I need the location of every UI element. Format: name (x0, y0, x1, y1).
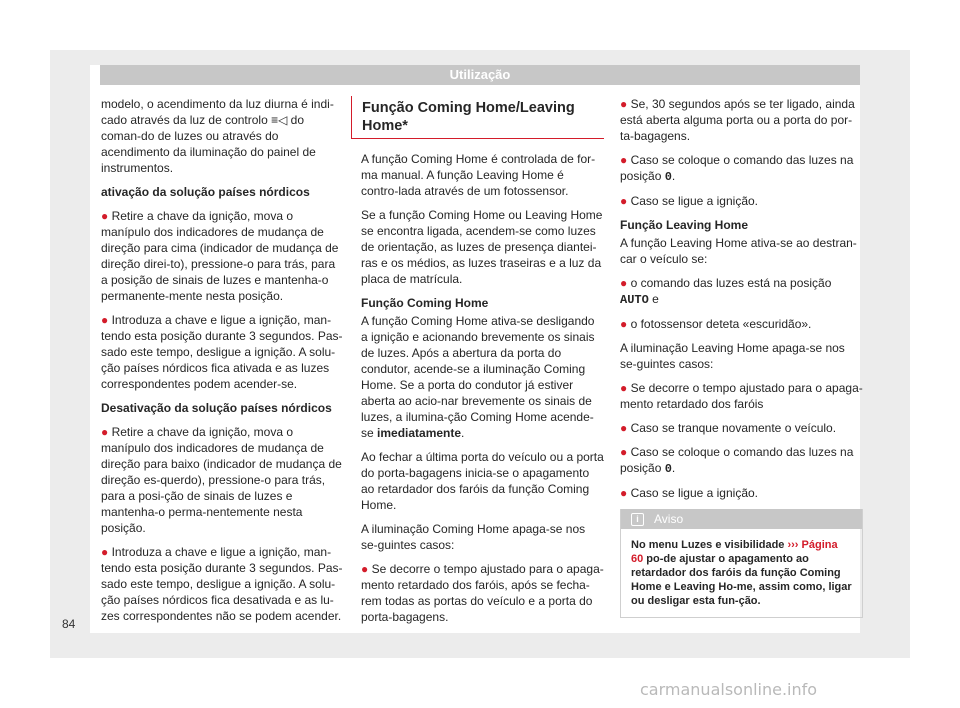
bullet-icon: ● (620, 276, 628, 290)
bullet-icon: ● (101, 545, 109, 559)
bullet-icon: ● (361, 562, 369, 576)
info-icon: i (631, 513, 644, 526)
list-item: ● Introduza a chave e ligue a ignição, man-tendo esta posição durante 3 segundos. Pas-sado este tempo, desligue a ignição. A solu-ção países nórdicos fica ativada e as luzes correspondentes podem acender-se. (101, 313, 343, 391)
auto-symbol: AUTO (620, 293, 649, 307)
note-label: Aviso (654, 512, 684, 526)
note-box (620, 509, 863, 618)
list-item: ● Retire a chave da ignição, mova o manípulo dos indicadores de mudança de direção para baixo (indicador de mudança de direção es-querdo), pressione-o para trás, para a posi-ção de sinais de luzes e mantenha-o perma-nentemente nesta posição. (101, 425, 342, 535)
bullet-icon: ● (620, 153, 628, 167)
list-item: ● Retire a chave da ignição, mova o manípulo dos indicadores de mudança de direção para cima (indicador de mudança de direção direi-to), pressione-o para trás, para a posição de sinais de luzes e mantenha-o permanente-mente nesta posição. (101, 209, 339, 303)
section-header: Utilização (100, 65, 860, 85)
list-item: ● Caso se coloque o comando das luzes na posição 0. (620, 445, 854, 476)
paragraph: A função Coming Home é controlada de for-ma manual. A função Leaving Home é contro-lada através de um fotossensor. (361, 152, 596, 198)
list-item: ● Se decorre o tempo ajustado para o apaga-mento retardado dos faróis (620, 381, 863, 411)
watermark: carmanualsonline.info (640, 680, 818, 699)
paragraph: A iluminação Coming Home apaga-se nos se-guintes casos: (361, 522, 586, 552)
note-text: No menu Luzes e visibilidade ››› Página 60 po-de ajustar o apagamento ao retardador dos faróis da função Coming Home e Leaving Ho-me, assim como, ligar ou desligar esta fun-ção. (631, 539, 852, 607)
list-item: ● Caso se tranque novamente o veículo. (620, 421, 837, 435)
note-header (621, 509, 862, 529)
page-link[interactable]: ››› Página 60 (631, 539, 838, 565)
list-item: ● o comando das luzes está na posição AUTO e (620, 276, 832, 307)
paragraph: A função Coming Home ativa-se desligando a ignição e acionando brevemente os sinais de luzes. Após a abertura da porta do condutor, acende-se a iluminação Coming Home. Se a porta do condutor já estiver aberta ao acio-nar brevemente os sinais de luzes, a ilumina-ção Coming Home acende-se imediatamente. (361, 314, 595, 440)
bullet-icon: ● (101, 425, 109, 439)
subheading: Desativação da solução países nórdicos (101, 401, 332, 415)
bullet-icon: ● (620, 445, 628, 459)
column-3 (620, 96, 863, 618)
subheading: ativação da solução países nórdicos (101, 185, 310, 199)
column-1 (101, 96, 344, 632)
list-item: ● Se decorre o tempo ajustado para o apaga-mento retardado dos faróis, após se fecha-rem todas as portas do veículo e a porta do porta-bagagens. (361, 562, 604, 624)
light-switch-symbol: 0 (664, 170, 672, 184)
list-item: ● Caso se coloque o comando das luzes na posição 0. (620, 153, 854, 184)
bullet-icon: ● (620, 486, 628, 500)
paragraph: A função Leaving Home ativa-se ao destran-car o veículo se: (620, 236, 857, 266)
list-item: ● Se, 30 segundos após se ter ligado, ainda está aberta alguma porta ou a porta do por-ta-bagagens. (620, 97, 855, 143)
bullet-icon: ● (620, 194, 628, 208)
light-switch-symbol: 0 (664, 462, 672, 476)
column-2 (361, 96, 604, 633)
bullet-icon: ● (101, 313, 109, 327)
subheading: Função Leaving Home (620, 218, 749, 232)
bullet-icon: ● (620, 381, 628, 395)
paragraph: Se a função Coming Home ou Leaving Home se encontra ligada, acendem-se como luzes de orientação, as luzes de presença diantei-ras e os médios, as luzes traseiras e a luz da placa de matrícula. (361, 208, 603, 286)
subheading: Função Coming Home (361, 296, 489, 310)
list-item: ● o fotossensor deteta «escuridão». (620, 317, 812, 331)
paragraph: modelo, o acendimento da luz diurna é indi-cado através da luz de controlo ≡◁ do coman-do de luzes ou através do acendimento da iluminação do painel de instrumentos. (101, 97, 334, 175)
bullet-icon: ● (620, 317, 628, 331)
page-number: 84 (62, 617, 76, 631)
section-title: Função Coming Home/Leaving Home* (351, 96, 604, 139)
list-item: ● Introduza a chave e ligue a ignição, man-tendo esta posição durante 3 segundos. Pas-sado este tempo, desligue a ignição. A solu-ção países nórdicos fica desativada e as lu-zes correspondentes não se podem acender. (101, 545, 343, 623)
bullet-icon: ● (620, 97, 628, 111)
paragraph: A iluminação Leaving Home apaga-se nos se-guintes casos: (620, 341, 845, 371)
list-item: ● Caso se ligue a ignição. (620, 486, 759, 500)
paragraph: Ao fechar a última porta do veículo ou a porta do porta-bagagens inicia-se o apagamento ao retardador dos faróis da função Coming Home. (361, 450, 604, 512)
list-item: ● Caso se ligue a ignição. (620, 194, 759, 208)
bullet-icon: ● (620, 421, 628, 435)
bullet-icon: ● (101, 209, 109, 223)
